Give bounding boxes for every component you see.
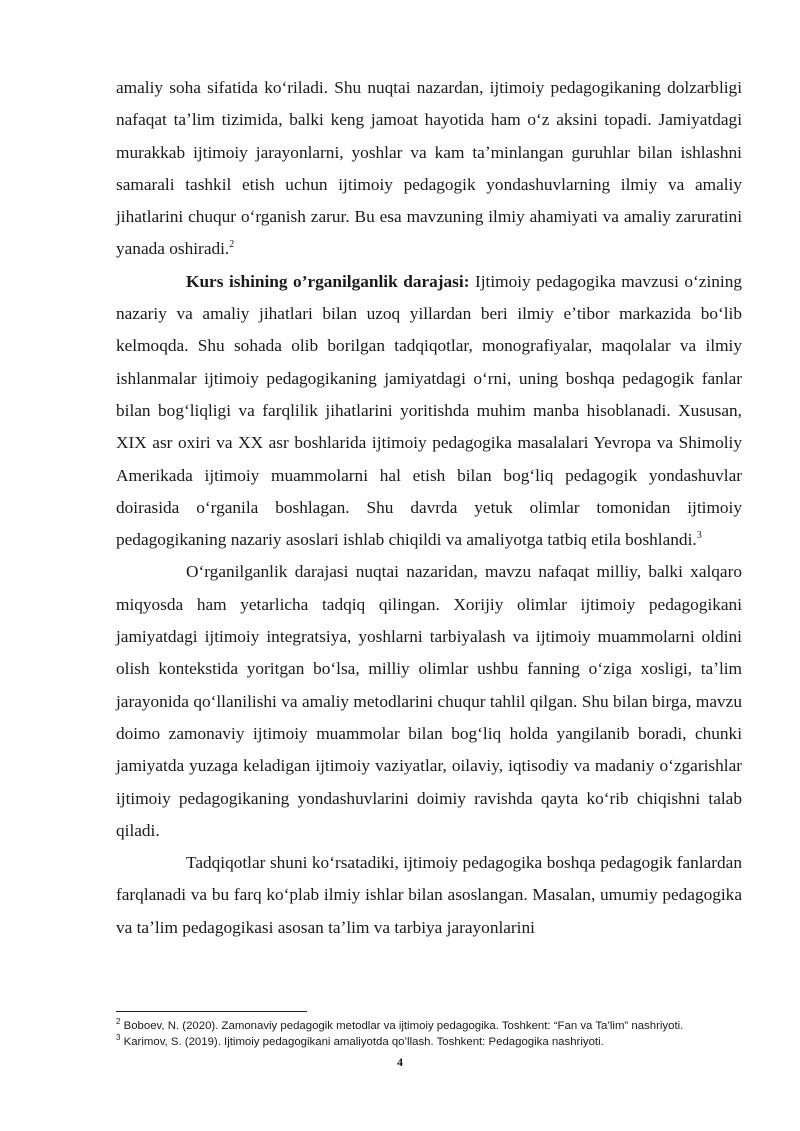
body-text <box>116 72 742 944</box>
paragraph-text: Oʻrganilganlik darajasi nuqtai nazaridan, mavzu nafaqat milliy, balki xalqaro miqyosda ham yetarlicha tadqiq qilingan. Xorijiy olimlar ijtimoiy pedagogikani jamiyatdagi ijtimoiy integratsiya, yoshlarni tarbiyalash va ijtimoiy muammolarni oldini olish kontekstida yoritgan boʻlsa, milliy olimlar ushbu fanning oʻziga xosligi, taʼlim jarayonida qoʻllanilishi va amaliy metodlarini chuqur tahlil qilgan. Shu bilan birga, mavzu doimo zamonaviy ijtimoiy muammolar bilan bogʻliq holda yangilanib boradi, chunki jamiyatda yuzaga keladigan ijtimoiy vaziyatlar, oilaviy, iqtisodiy va madaniy oʻzgarishlar ijtimoiy pedagogikaning yondashuvlarini doimiy ravishda qayta koʻrib chiqishni talab qiladi. <box>116 562 742 840</box>
section-lead-heading: Kurs ishining o’rganilganlik darajasi: <box>186 271 470 291</box>
paragraph-international-research <box>116 556 742 847</box>
footnote-separator <box>116 1011 307 1012</box>
footnote-reference: 2 <box>229 239 235 251</box>
paragraph-text: Ijtimoiy pedagogika mavzusi oʻzining nazariy va amaliy jihatlari bilan uzoq yillardan beri ilmiy eʼtibor markazida boʻlib kelmoqda. Shu sohada olib borilgan tadqiqotlar, monografiyalar, maqolalar va ilmiy ishlanmalar ijtimoiy pedagogikaning jamiyatdagi oʻrni, uning boshqa pedagogik fanlar bilan bogʻliqligi va farqlilik jihatlarini yoritishda muhim manba hisoblanadi. Xususan, XIX asr oxiri va XX asr boshlarida ijtimoiy pedagogika masalalari Yevropa va Shimoliy Amerikada ijtimoiy muammolarni hal etish bilan bogʻliq pedagogik yondashuvlar doirasida oʻrganila boshlagan. Shu davrda yetuk olimlar tomonidan ijtimoiy pedagogikaning nazariy asoslari ishlab chiqildi va amaliyotga tatbiq etila boshlandi. <box>116 271 742 550</box>
footnote-text: Karimov, S. (2019). Ijtimoiy pedagogikani amaliyotda qoʻllash. Toshkent: Pedagogika nashriyoti. <box>120 1036 604 1048</box>
footnote-reference: 3 <box>696 530 702 542</box>
footnote-number: 3 <box>116 1033 121 1043</box>
footnotes <box>116 1018 756 1050</box>
paragraph-text: Tadqiqotlar shuni koʻrsatadiki, ijtimoiy pedagogika boshqa pedagogik fanlardan farqlanadi va bu farq koʻplab ilmiy ishlar bilan asoslangan. Masalan, umumiy pedagogika va taʼlim pedagogikasi asosan taʼlim va tarbiya jarayonlarini <box>116 853 742 937</box>
paragraph-text: amaliy soha sifatida koʻriladi. Shu nuqtai nazardan, ijtimoiy pedagogikaning dolzarbligi nafaqat taʼlim tizimida, balki keng jamoat hayotida ham oʻz aksini topadi. Jamiyatdagi murakkab ijtimoiy jarayonlarni, yoshlar va kam taʼminlangan guruhlar bilan ishlashni samarali tashkil etish uchun ijtimoiy pedagogik yondashuvlarning ilmiy va amaliy jihatlarini chuqur oʻrganish zarur. Bu esa mavzuning ilmiy ahamiyati va amaliy zaruratini yanada oshiradi. <box>116 78 742 259</box>
page-number: 4 <box>397 1055 403 1069</box>
paragraph-study-level <box>116 266 742 557</box>
footnote-text: Boboev, N. (2020). Zamonaviy pedagogik metodlar va ijtimoiy pedagogika. Toshkent: “Fan va Ta’lim” nashriyoti. <box>120 1020 684 1032</box>
paragraph-research-findings <box>116 847 742 944</box>
footnote-item <box>116 1034 756 1050</box>
footnote-item <box>116 1018 756 1034</box>
footnote-number: 2 <box>116 1017 121 1027</box>
paragraph-continuation <box>116 72 742 266</box>
